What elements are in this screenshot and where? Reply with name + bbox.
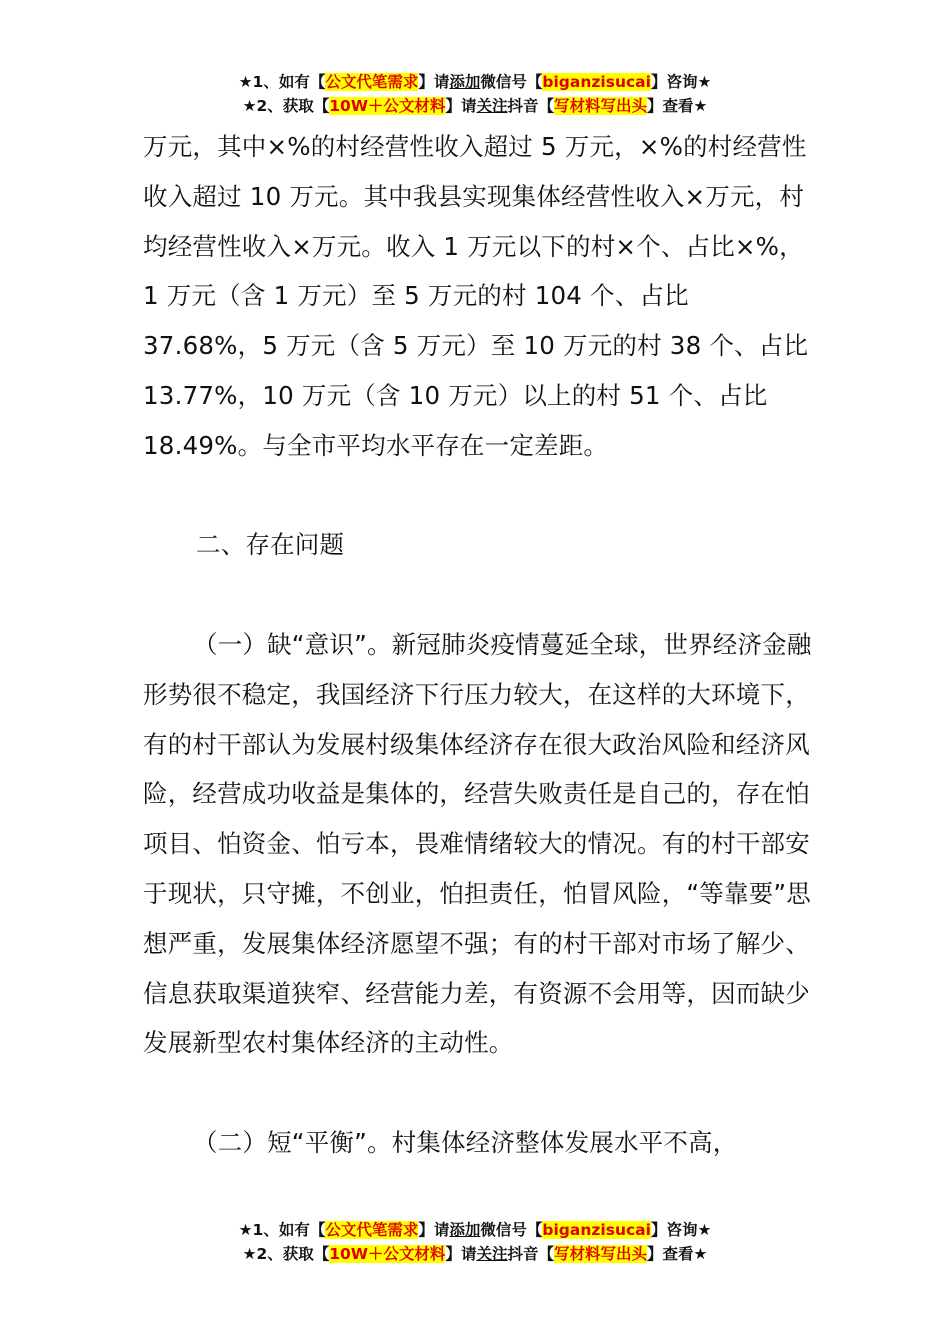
section-heading: 二、存在问题 [196,530,345,560]
promo-line-1 [0,70,950,94]
promo-text: 抖音【 [507,97,554,115]
promo-text: 微信号【 [480,73,543,91]
promo-highlight: 10W＋公文材料 [329,97,446,115]
body-paragraph: （一）缺“意识”。新冠肺炎疫情蔓延全球，世界经济金融形势很不稳定，我国经济下行压力较大，在这样的大环境下，有的村干部认为发展村级集体经济存在很大政治风险和经济风险，经营成功收益是集体的，经营失败责任是自己的，存在怕项目、怕资金、怕亏本，畏难情绪较大的情况。有的村干部安于现状，只守摊，不创业，怕担责任，怕冒风险，“等靠要”思想严重，发展集体经济愿望不强；有的村干部对市场了解少、信息获取渠道狭窄、经营能力差，有资源不会用等，因而缺少发展新型农村集体经济的主动性。 [143,629,812,1058]
promo-line-2 [0,1242,950,1266]
promo-text: 】请 [418,1221,450,1239]
promo-text: 】查看★ [647,1245,708,1263]
promo-underlined: 添加 [449,1221,481,1239]
promo-line-1 [0,1218,950,1242]
promo-text: ★1、如有【 [238,1221,326,1239]
promo-highlight: 10W＋公文材料 [329,1245,446,1263]
promo-underlined: 关注 [476,1245,508,1263]
promo-text: 】请 [445,1245,477,1263]
promo-wechat-id: biganzisucai [542,73,651,91]
promo-text: 】请 [418,73,450,91]
promo-highlight: 公文代笔需求 [325,73,419,91]
promo-text: 】咨询★ [650,1221,712,1239]
body-paragraph: 万元，其中×%的村经营性收入超过 5 万元，×%的村经营性收入超过 10 万元。其中我县实现集体经营性收入×万元，村均经营性收入×万元。收入 1 万元以下的村×个、占比×%，1 万元（含 1 万元）至 5 万元的村 104 个、占比 37.68%，5 万元（含 5 万元）至 10 万元的村 38 个、占比 13.77%，10 万元（含 10 万元）以上的村 51 个、占比 18.49%。与全市平均水平存在一定差距。 [143,132,809,460]
promo-douyin-id: 写材料写出头 [553,1245,647,1263]
promo-text: ★2、获取【 [242,1245,330,1263]
promo-underlined: 关注 [476,97,508,115]
body-paragraph: （二）短“平衡”。村集体经济整体发展水平不高， [193,1127,738,1157]
promo-line-2 [0,94,950,118]
promo-underlined: 添加 [449,73,481,91]
header-promo-banner [0,70,950,118]
promo-highlight: 公文代笔需求 [325,1221,419,1239]
promo-text: 抖音【 [507,1245,554,1263]
promo-text: 】咨询★ [650,73,712,91]
promo-text: ★1、如有【 [238,73,326,91]
promo-text: 】请 [445,97,477,115]
footer-promo-banner [0,1218,950,1266]
promo-text: ★2、获取【 [242,97,330,115]
promo-wechat-id: biganzisucai [542,1221,651,1239]
document-body [143,122,813,1168]
promo-text: 微信号【 [480,1221,543,1239]
promo-text: 】查看★ [647,97,708,115]
promo-douyin-id: 写材料写出头 [553,97,647,115]
